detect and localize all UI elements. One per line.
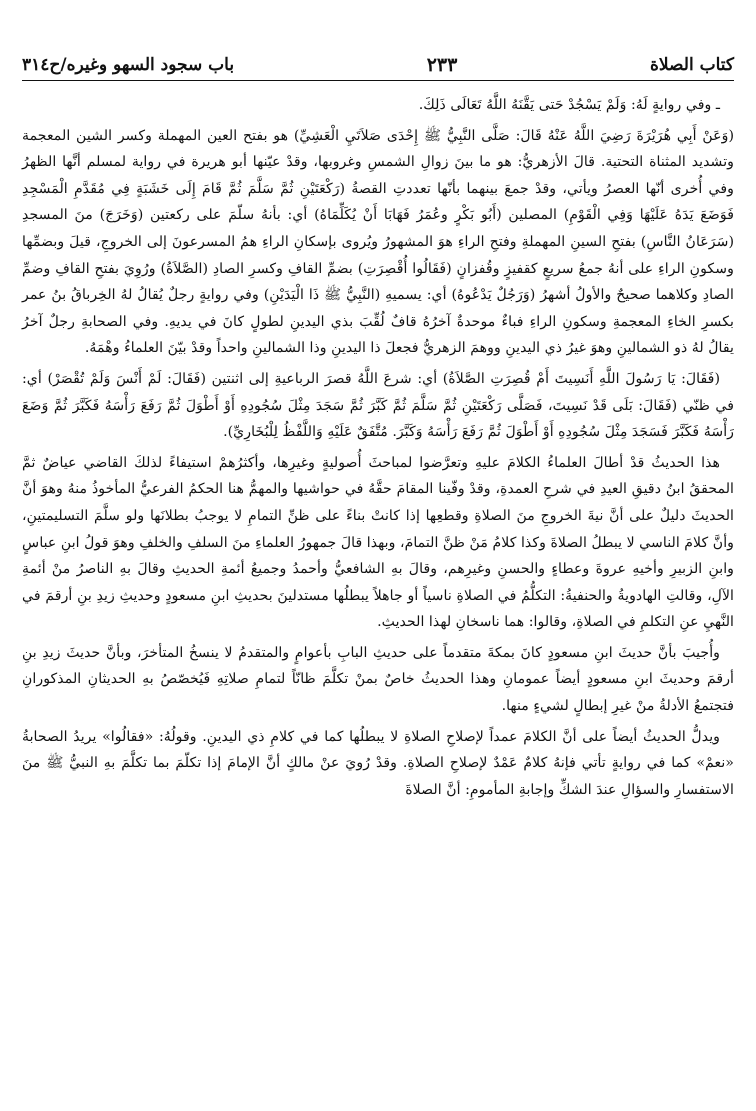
page-number: ٢٣٣ [426, 54, 458, 76]
paragraph-commentary: هذا الحديثُ قدْ أطالَ العلماءُ الكلامَ عليهِ وتعرَّضوا لمباحثَ أُصوليةٍ وغيرِها، وأكثرُهمْ استيفاءً لذلكَ القاضي عياضٌ ثمَّ المحققُ ابنُ دقيقِ العيدِ في شرحِ العمدةِ، وقدْ وفّينا المقامَ حقَّهُ في حواشيها والمهمُّ هنا الحكمُ الفرعيُّ المأخوذُ منهُ وهوَ أنَّ الحديثَ دليلٌ على أنَّ نيةَ الخروجِ منَ الصلاةِ وقطعِها إذا كانتْ بناءً على ظنِّ التمامِ لا يوجبُ بطلانَها ولو سلَّمَ التسليمتينِ، وأنَّ كلامَ الناسي لا يبطلُ الصلاةَ وكذا كلامُ مَنْ ظنَّ التمامَ، وبهذا قالَ جمهورُ العلماءِ منَ السلفِ والخلفِ وهوَ قولُ ابنِ عباسٍ وابنِ الزبيرِ وأخيهِ عروةَ وعطاءٍ والحسنِ وغيرِهم، وقالَ بهِ الشافعيُّ وأحمدُ وجميعُ أئمةِ الحديثِ وقالَ بهِ الناصرُ منْ أئمةِ الآلِ، وقالتِ الهادويةُ والحنفيةُ: التكلُّمُ في الصلاةِ ناسياً أو جاهلاً يبطلُها مستدلينَ بحديثِ ابنِ مسعودٍ وحديثِ زيدِ بنِ أرقمَ في النَّهيِ عنِ التكلمِ في الصلاةِ، وقالوا: هما ناسخانِ لهذا الحديثِ. [22, 454, 734, 631]
book-title: كتاب الصلاة [649, 55, 734, 75]
paragraph-narration: ـ وفي روايةٍ لَهُ: وَلَمْ يَسْجُدْ حَتى يَقَّنَهُ اللَّهُ تَعَالَى ذَلِكَ. [418, 97, 720, 113]
page-body [22, 92, 734, 803]
paragraph-evidence: ويدلُّ الحديثُ أيضاً على أنَّ الكلامَ عمداً لإصلاحِ الصلاةِ لا يبطلُها كما في كلامِ ذي اليدينِ. وقولُهُ: «فقالُوا» يريدُ الصحابةُ «نعمْ» كما في روايةٍ تأتي فإنهُ كلامٌ عَمْدٌ لإصلاحِ الصلاةِ. وقدْ رُويَ عنْ مالكٍ أنَّ الإمامَ إذا تكلّمَ بما تكلَّمَ بهِ النبيُّ ﷺ منَ الاستفسارِ والسؤالِ عندَ الشكِّ وإجابةِ المأمومِ: أنَّ الصلاةَ [22, 728, 734, 798]
page-header [22, 50, 734, 80]
chapter-title: باب سجود السهو وغيره/ح٣١٤ [22, 55, 235, 75]
paragraph-hadith-continued: (فَقَالَ: يَا رَسُولَ اللَّهِ أَنَسِيتَ أَمْ قُصِرَتِ الصَّلاَةُ) أي: شرعَ اللَّهُ قصرَ الرباعيةِ إلى اثنتين (فَقَالَ: لَمْ أَنْسَ وَلَمْ تُقْصَرْ) أي: في ظنّي (فَقَالَ: بَلَى قَدْ نَسِيتَ، فَصَلَّى رَكْعَتَيْنِ ثُمَّ سَلَّمَ ثُمَّ كَبَّرَ ثُمَّ سَجَدَ مِثْلَ سُجُودِهِ أَوْ أَطْوَلَ ثُمَّ رَفَعَ رَأْسَهُ فَكَبَّرَ ثُمَّ وَضَعَ رَأْسَهُ فَكَبَّرَ فَسَجَدَ مِثْلَ سُجُودِهِ أَوْ أَطْوَلَ ثُمَّ رَفَعَ رَأْسَهُ وَكَبَّرَ. مُتَّفَقٌ عَلَيْهِ وَاللَّفْظُ لِلْبُخَارِيِّ). [22, 370, 734, 441]
paragraph-hadith-text: (وَعَنْ أَبِي هُرَيْرَةَ رَضِيَ اللَّهُ عَنْهُ قَالَ: صَلَّى النَّبِيُّ ﷺ إِحْدَى صَلاَتَيِ الْعَشِيِّ) هو بفتح العين المهملة وكسر الشين المعجمة وتشديد المثناة التحتية. قالَ الأزهريُّ: هو ما بينَ زوالِ الشمسِ وغروبها، وقدْ عيّنها أبو هريرة في رواية لمسلم أنَّها الظهرُ وفي أُخرى أنّها العصرُ ويأتي، وقدْ جمعَ بينهما بأنّها تعددتِ القصةُ (رَكْعَتَيْنِ ثُمَّ سَلَّمَ ثُمَّ قَامَ إِلَى خَشَبَةٍ فِي مُقَدَّمِ الْمَسْجِدِ فَوَضَعَ يَدَهُ عَلَيْهَا وَفِي الْقَوْمِ) المصلين (أَبُو بَكْرٍ وعُمَرُ فَهَابَا أَنْ يُكَلِّمَاهُ) أي: بأنهُ سلّمَ على ركعتين (وَخَرَجَ) منَ المسجدِ (سَرَعَانُ النَّاسِ) بفتحِ السينِ المهملةِ وفتحِ الراءِ هوَ المشهورُ ويُروى بإسكانِ الراءِ همُ المسرعونَ إلى الخروجِ، قيلَ وبضمِّها وسكونِ الراءِ على أنهُ جمعُ سريعٍ كقفيزٍ وقُفزانٍ (فَقَالُوا أُقْصِرَتِ) بضمِّ القافِ وكسرِ الصادِ (الصَّلاَةُ) ورُوِيَ بفتحِ القافِ وضمِّ الصادِ وكلاهما صحيحٌ والأولُ أشهرُ (وَرَجُلٌ يَدْعُوهُ) أي: يسميهِ (النَّبِيُّ ﷺ ذَا الْيَدَيْنِ) وفي روايةٍ رجلٌ يُقالُ لهُ الخِرباقُ بنُ عمر بكسرِ الخاءِ المعجمةِ وسكونِ الراءِ فباءٌ موحدةٌ آخرُهُ قافٌ لُقِّبَ بذي اليدينِ لطولٍ كانَ في يديهِ. وفي الصحابةِ رجلٌ آخرُ يقالُ لهُ ذو الشمالينِ وهوَ غيرُ ذي اليدينِ ووهمَ الزهريُّ فجعلَ ذا اليدينِ وذا الشمالينِ واحداً وقدْ بيّنَ العلماءُ وهْمَهُ. [22, 127, 734, 357]
header-rule [22, 80, 734, 81]
paragraph-response: وأُجيبَ بأنَّ حديثَ ابنِ مسعودٍ كانَ بمكةَ متقدماً على حديثِ البابِ بأعوامٍ والمتقدمُ لا ينسخُ المتأخرَ، وبأنَّ حديثَ زيدِ بنِ أرقمَ وحديثَ ابنِ مسعودٍ أيضاً عمومانِ وهذا الحديثُ خاصٌ بمنْ تكلَّمَ ظانّاً لتمامِ صلاتِهِ فَيُخصّصُ بهِ الحديثانِ المذكورانِ فتجتمعُ الأدلةُ منْ غيرِ إبطالٍ لشيءٍ منها. [22, 644, 734, 715]
